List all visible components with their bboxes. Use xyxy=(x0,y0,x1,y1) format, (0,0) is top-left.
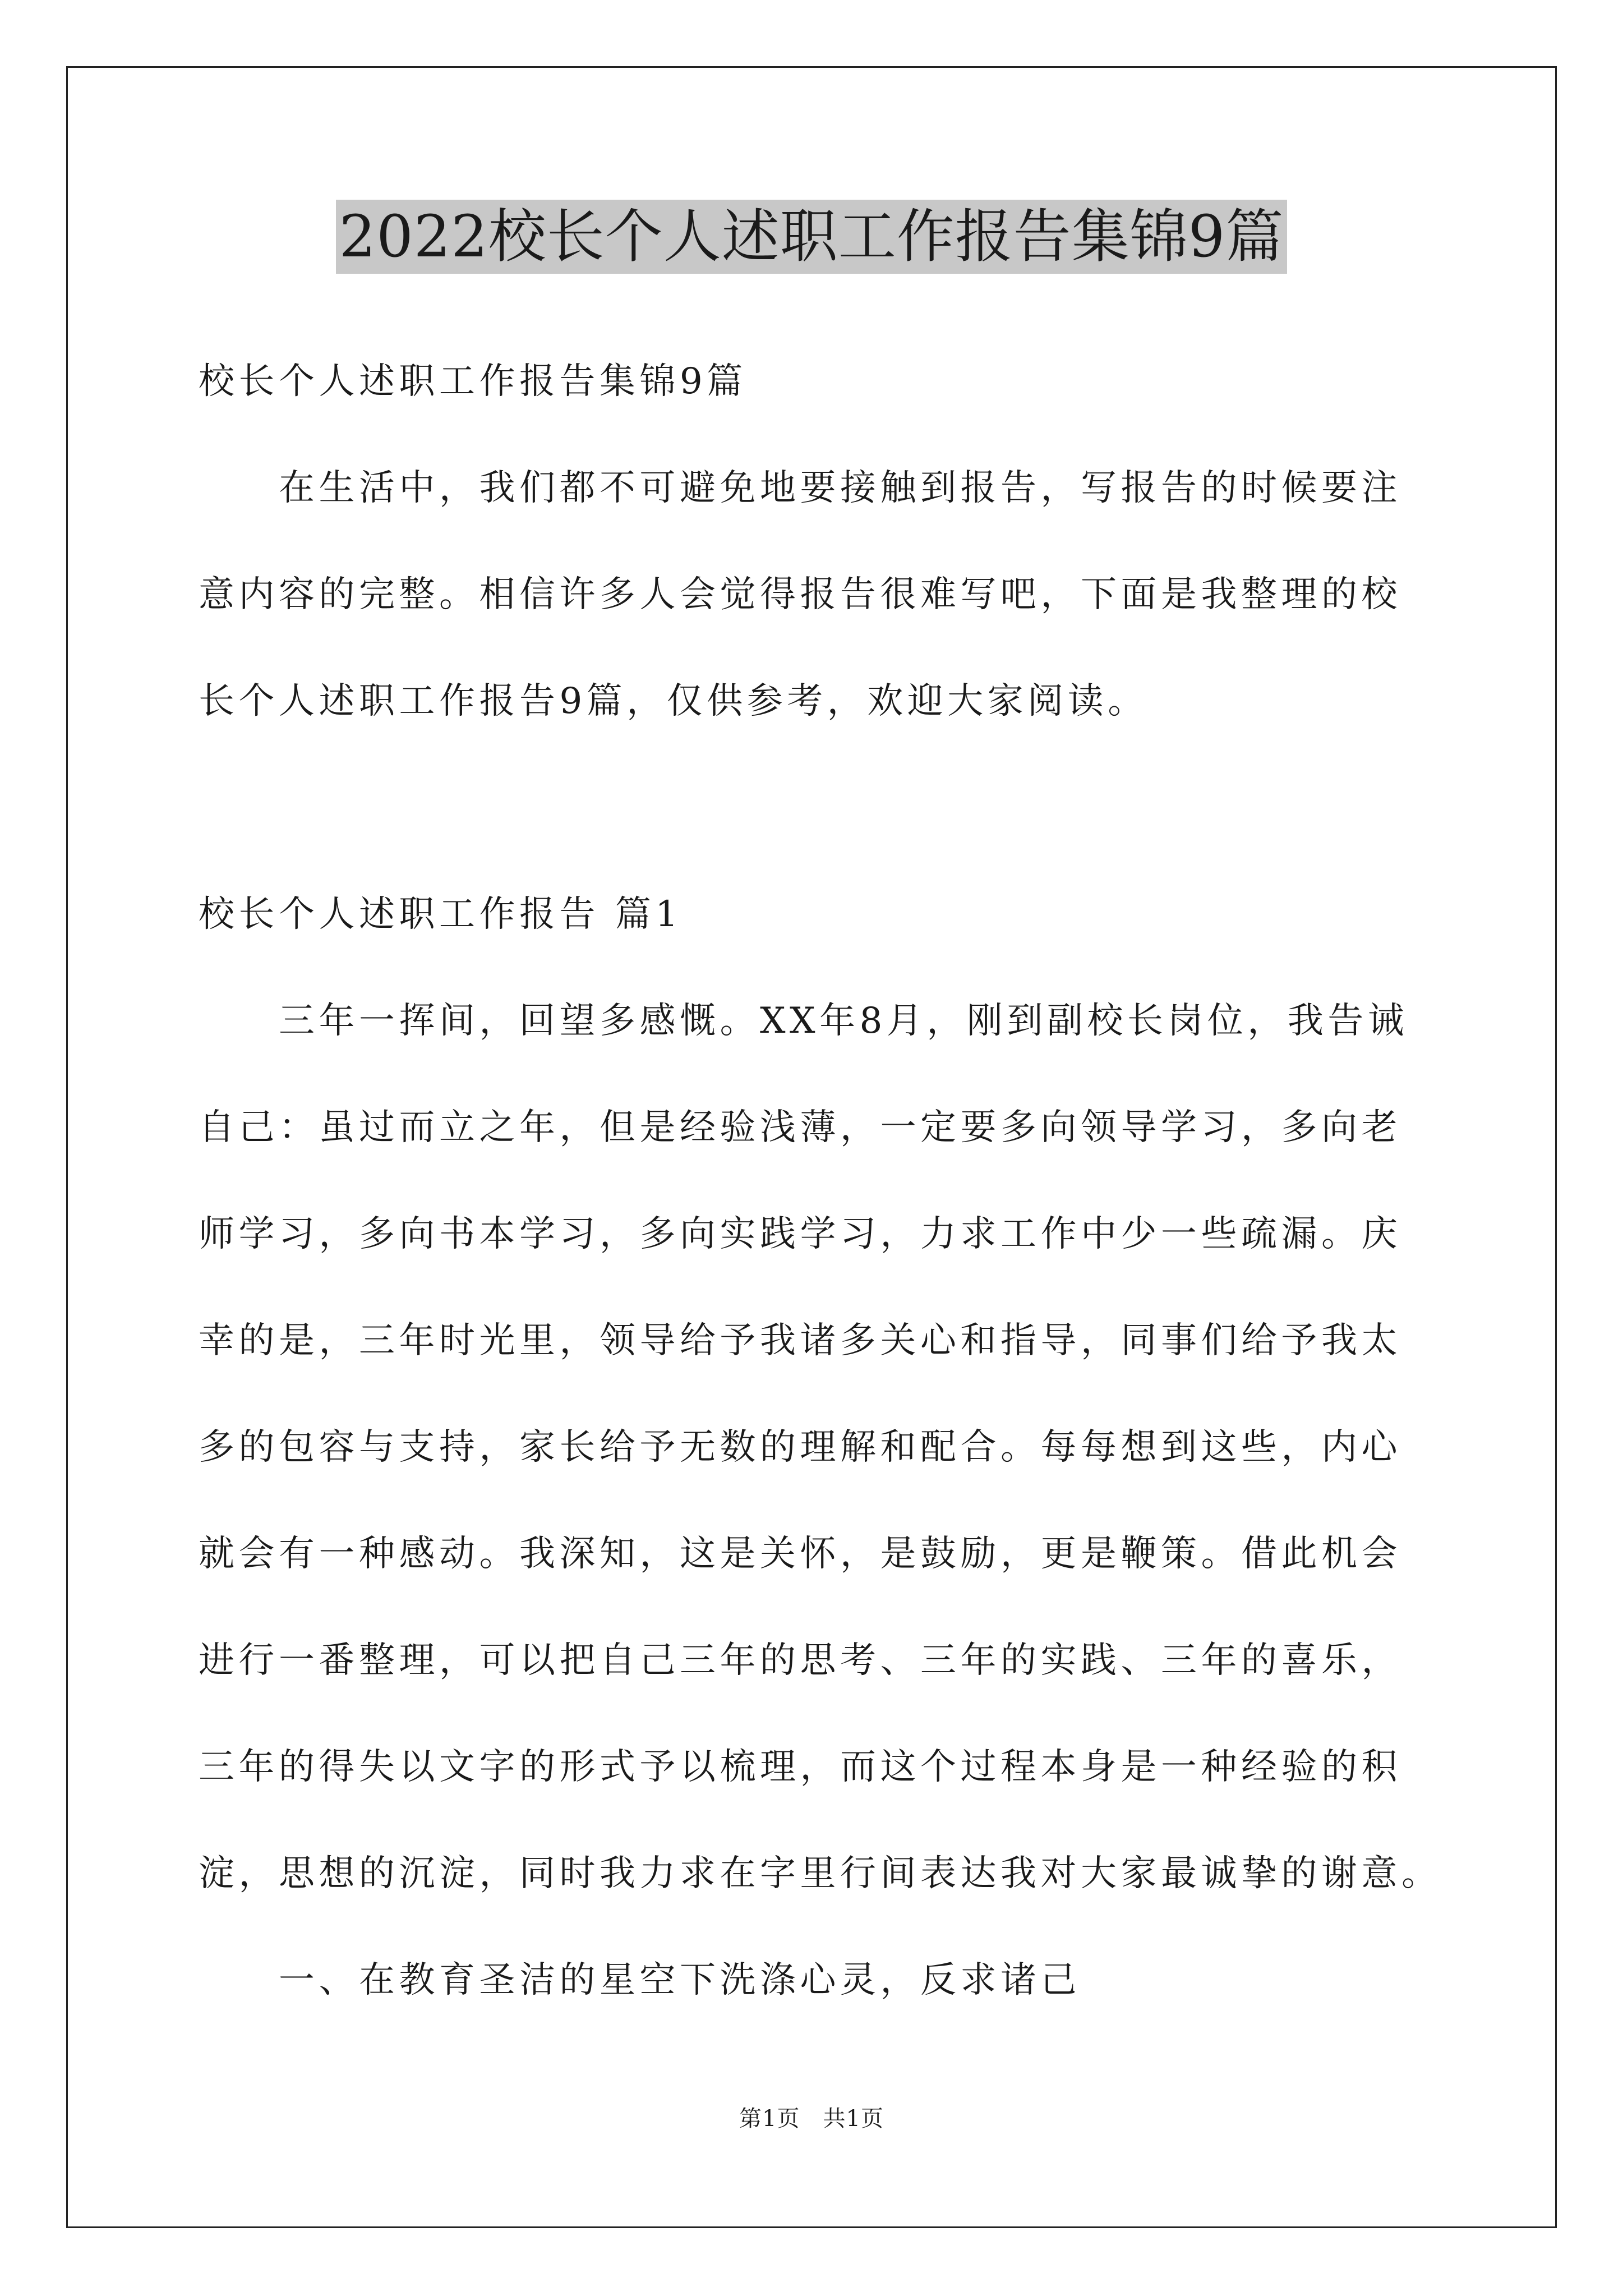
body-line: 进行一番整理，可以把自己三年的思考、三年的实践、三年的喜乐， xyxy=(199,1640,1401,1681)
document-title: 2022校长个人述职工作报告集锦9篇 xyxy=(336,200,1288,274)
page-footer: 第1页 共1页 xyxy=(739,2106,884,2132)
body-line: 自己：虽过而立之年，但是经验浅薄，一定要多向领导学习，多向老 xyxy=(199,1107,1401,1148)
body-line: 就会有一种感动。我深知，这是关怀，是鼓励，更是鞭策。借此机会 xyxy=(199,1533,1401,1575)
document-subtitle: 校长个人述职工作报告集锦9篇 xyxy=(199,361,747,402)
body-line: 三年的得失以文字的形式予以梳理，而这个过程本身是一种经验的积 xyxy=(199,1746,1401,1788)
intro-line: 在生活中，我们都不可避免地要接触到报告，写报告的时候要注 xyxy=(199,467,1401,509)
intro-line: 长个人述职工作报告9篇，仅供参考，欢迎大家阅读。 xyxy=(199,680,1148,722)
section-heading: 校长个人述职工作报告 篇1 xyxy=(199,894,683,935)
title-container xyxy=(0,200,1623,274)
body-line: 师学习，多向书本学习，多向实践学习，力求工作中少一些疏漏。庆 xyxy=(199,1213,1401,1255)
intro-line: 意内容的完整。相信许多人会觉得报告很难写吧，下面是我整理的校 xyxy=(199,574,1401,615)
body-line: 三年一挥间，回望多感慨。XX年8月，刚到副校长岗位，我告诫 xyxy=(199,1000,1408,1042)
body-line: 淀，思想的沉淀，同时我力求在字里行间表达我对大家最诚挚的谢意。 xyxy=(199,1853,1442,1894)
body-line: 一、在教育圣洁的星空下洗涤心灵，反求诸己 xyxy=(199,1959,1081,2001)
body-line: 幸的是，三年时光里，领导给予我诸多关心和指导，同事们给予我太 xyxy=(199,1320,1401,1361)
body-line: 多的包容与支持，家长给予无数的理解和配合。每每想到这些，内心 xyxy=(199,1427,1401,1468)
